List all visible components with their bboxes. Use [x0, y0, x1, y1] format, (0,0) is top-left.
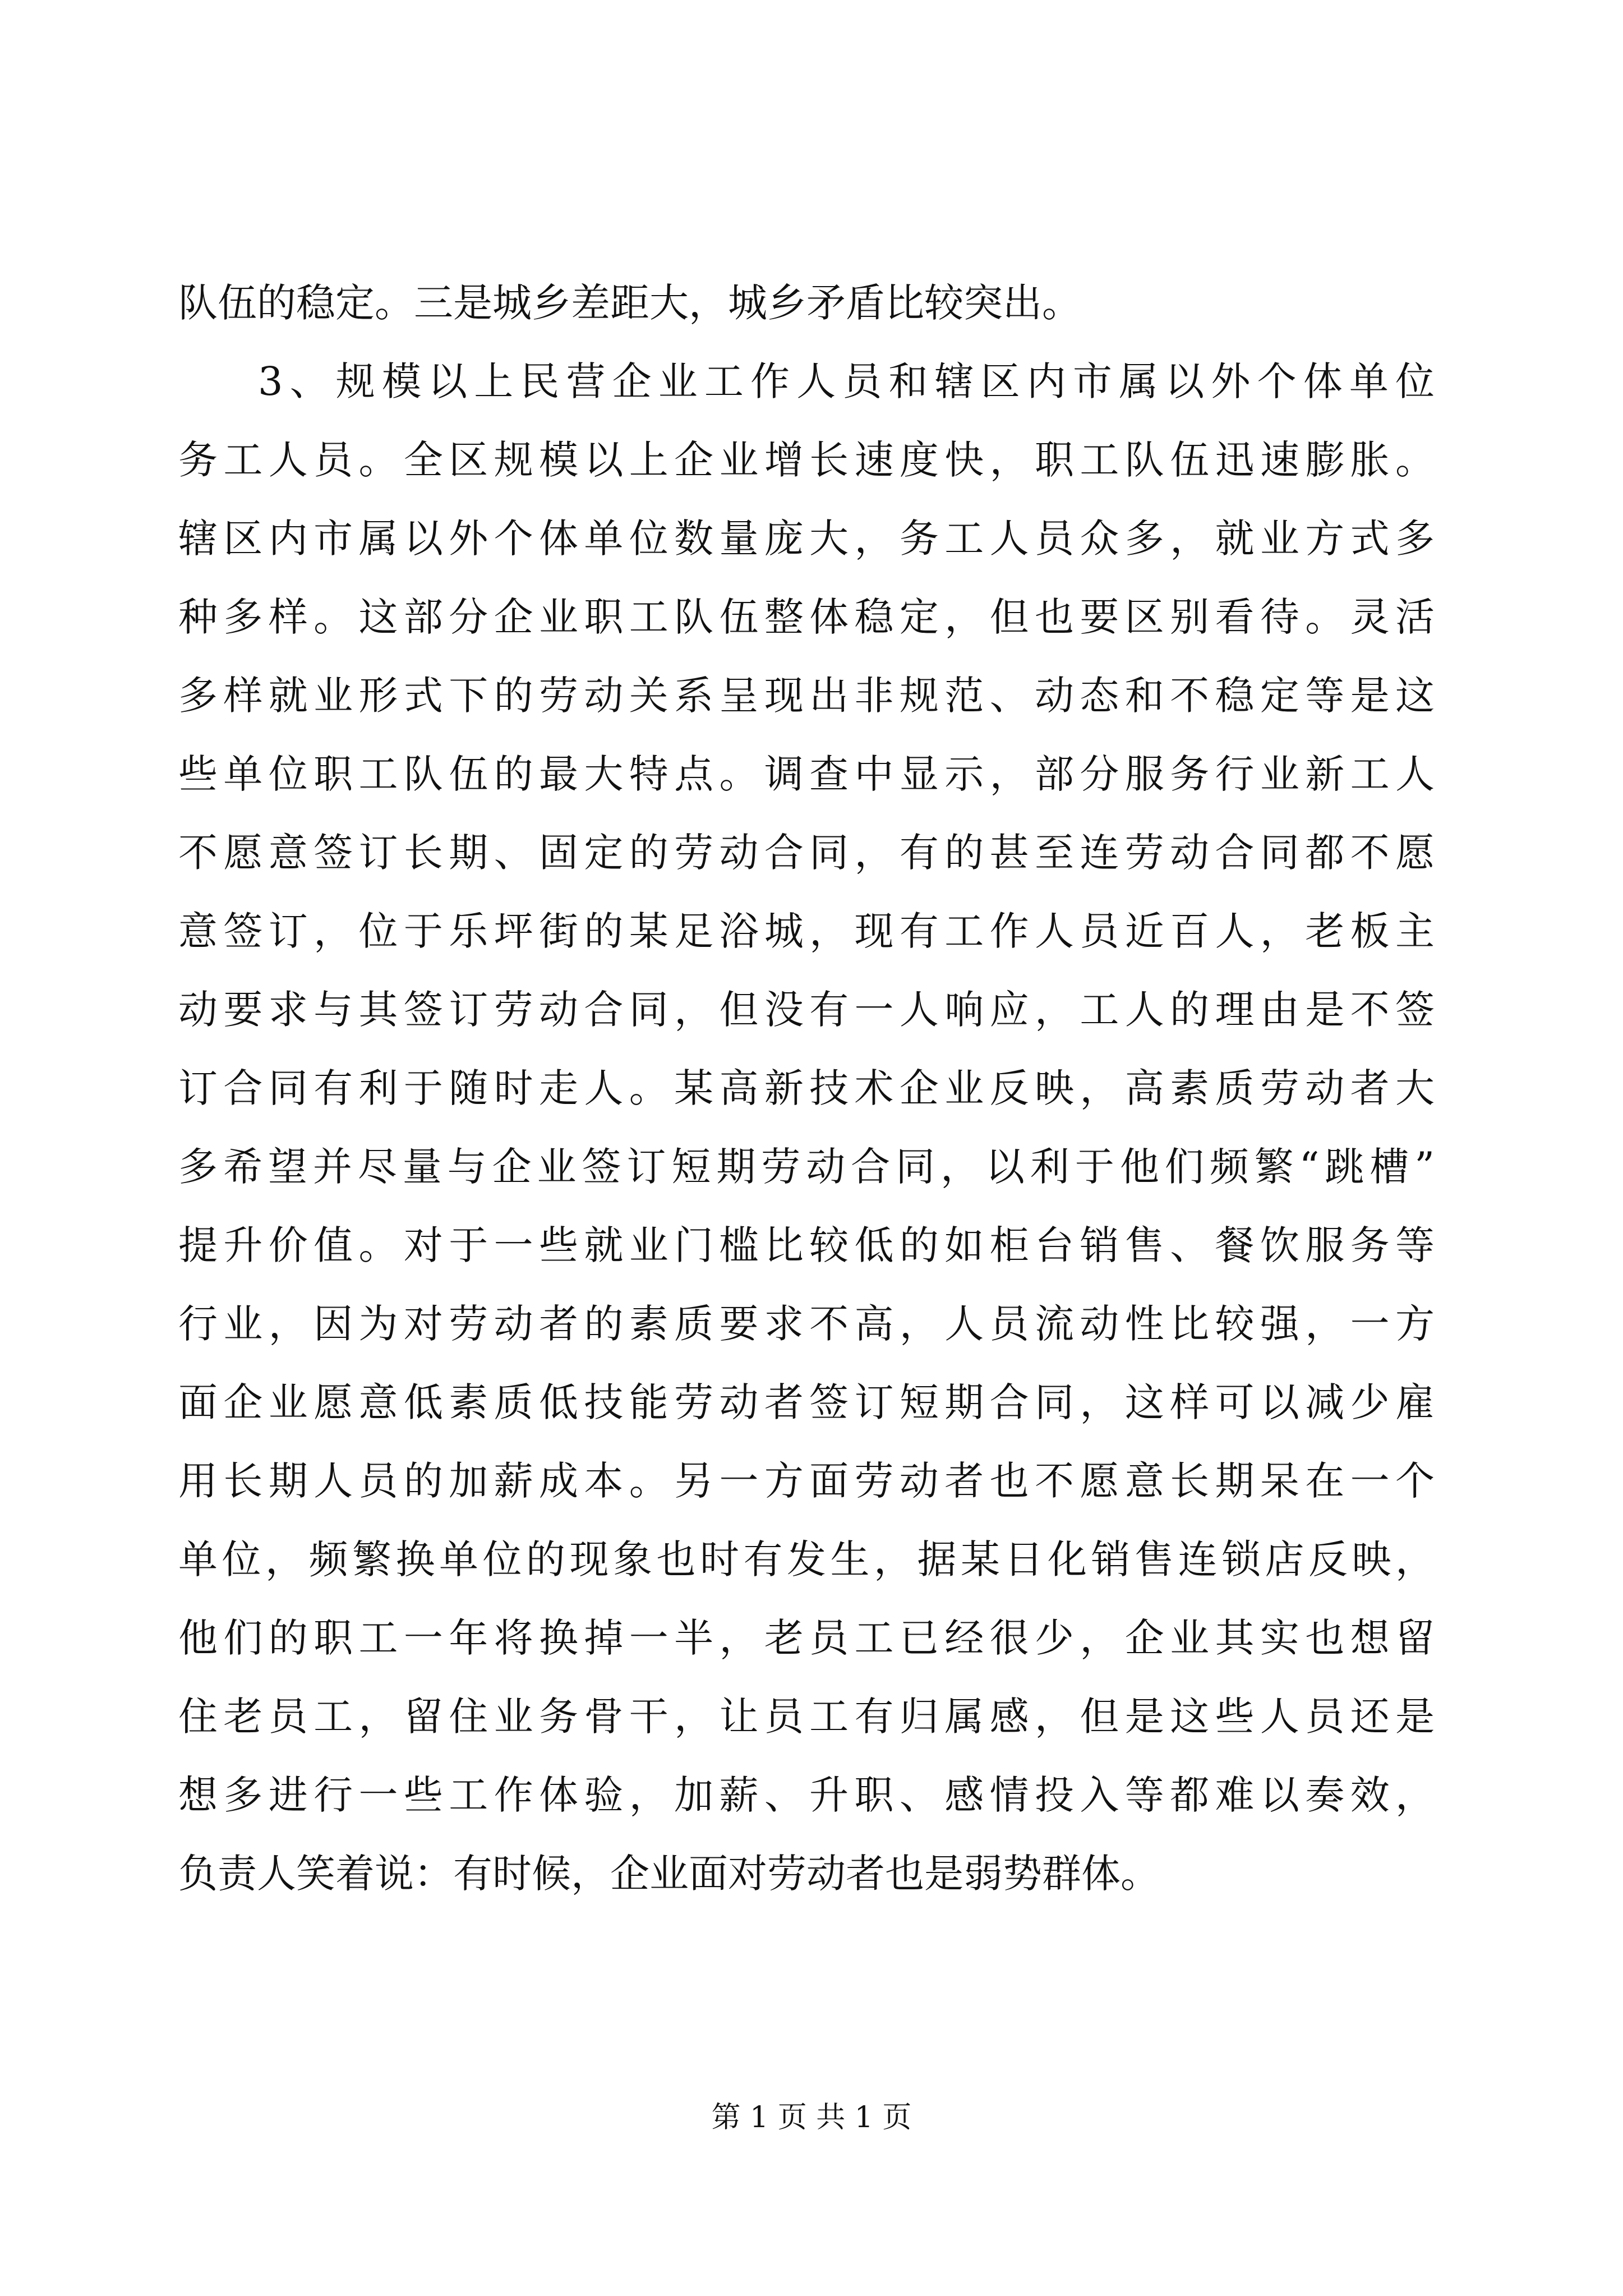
text-line: 队伍的稳定。三是城乡差距大，城乡矛盾比较突出。	[178, 280, 1081, 326]
text-line: 务工人员。全区规模以上企业增长速度快，职工队伍迅速膨胀。	[178, 437, 1435, 483]
page-number-footer: 第 1 页 共 1 页	[711, 2101, 912, 2134]
text-line: 面企业愿意低素质低技能劳动者签订短期合同，这样可以减少雇	[178, 1379, 1435, 1425]
text-line: 订合同有利于随时走人。某高新技术企业反映，高素质劳动者大	[178, 1065, 1435, 1111]
text-line: 他们的职工一年将换掉一半，老员工已经很少，企业其实也想留	[178, 1615, 1435, 1661]
text-line: 住老员工，留住业务骨干，让员工有归属感，但是这些人员还是	[178, 1694, 1435, 1740]
text-line: 动要求与其签订劳动合同，但没有一人响应，工人的理由是不签	[178, 987, 1435, 1033]
text-line: 不愿意签订长期、固定的劳动合同，有的甚至连劳动合同都不愿	[178, 830, 1435, 876]
text-line: 用长期人员的加薪成本。另一方面劳动者也不愿意长期呆在一个	[178, 1458, 1435, 1504]
text-line: 3、规模以上民营企业工作人员和辖区内市属以外个体单位	[258, 358, 1435, 404]
text-line: 单位，频繁换单位的现象也时有发生，据某日化销售连锁店反映，	[178, 1536, 1435, 1582]
text-line: 负责人笑着说：有时候，企业面对劳动者也是弱势群体。	[178, 1851, 1160, 1897]
text-line: 些单位职工队伍的最大特点。调查中显示，部分服务行业新工人	[178, 751, 1435, 797]
text-line: 意签订，位于乐坪街的某足浴城，现有工作人员近百人，老板主	[178, 908, 1435, 954]
text-line: 提升价值。对于一些就业门槛比较低的如柜台销售、餐饮服务等	[178, 1222, 1435, 1268]
text-line: 行业，因为对劳动者的素质要求不高，人员流动性比较强，一方	[178, 1301, 1435, 1347]
text-line: 多希望并尽量与企业签订短期劳动合同，以利于他们频繁“跳槽”	[178, 1144, 1435, 1190]
text-line: 想多进行一些工作体验，加薪、升职、感情投入等都难以奏效，	[178, 1772, 1435, 1818]
text-line: 种多样。这部分企业职工队伍整体稳定，但也要区别看待。灵活	[178, 594, 1435, 640]
text-line: 多样就业形式下的劳动关系呈现出非规范、动态和不稳定等是这	[178, 673, 1435, 719]
text-line: 辖区内市属以外个体单位数量庞大，务工人员众多，就业方式多	[178, 516, 1435, 562]
document-body	[178, 264, 1435, 1913]
